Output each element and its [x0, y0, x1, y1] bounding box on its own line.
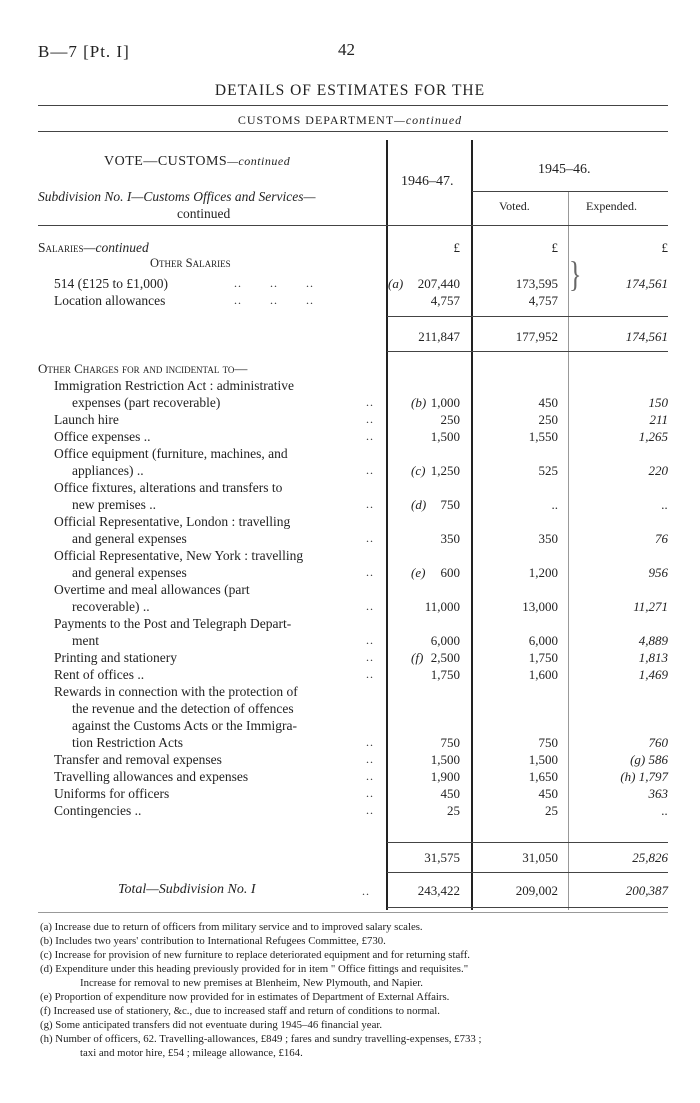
currency-symbol: £ [453, 240, 460, 255]
footnote-ref: (d) [411, 497, 427, 512]
department-subtitle: CUSTOMS DEPARTMENT—continued [237, 113, 463, 127]
amount-1946-47: 350 [440, 531, 460, 546]
amount-expended: 1,813 [638, 650, 668, 665]
amount-expended: 174,561 [625, 276, 668, 291]
amount-1946-47: 1,500 [430, 752, 460, 767]
subtotal-rule [387, 872, 668, 873]
amount-1946-47: 6,000 [430, 633, 460, 648]
amount-expended: 1,469 [638, 667, 668, 682]
amount-1946-47: 1,250 [430, 463, 460, 478]
amount-voted: 1,650 [528, 769, 558, 784]
item-label: and general expenses [72, 531, 187, 546]
leader-dots: .. [366, 650, 374, 664]
footnote-line: (b) Includes two years' contribution to International Refugees Committee, £730. [40, 935, 386, 947]
item-label: ment [72, 633, 99, 648]
amount-voted: 350 [538, 531, 558, 546]
amount-1946-47: 4,757 [430, 293, 460, 308]
amount-expended: 11,271 [633, 599, 668, 614]
leader-dots: .. [366, 429, 374, 443]
leader-dots: .. .. .. [234, 276, 314, 290]
other-charges-heading: Other Charges for and incidental to— [38, 361, 248, 376]
col-voted: Voted. [499, 199, 530, 213]
amount-voted: 1,550 [528, 429, 558, 444]
amount-voted: 1,200 [528, 565, 558, 580]
leader-dots: .. [366, 769, 374, 783]
item-label: Immigration Restriction Act : administrative [54, 378, 294, 393]
amount-1946-47: 450 [440, 786, 460, 801]
charges-total-1946-47: 31,575 [424, 850, 460, 865]
subdivision-heading: Subdivision No. I—Customs Offices and Services— [38, 189, 316, 204]
footnote-ref: (c) [411, 463, 426, 478]
amount-expended: (g) 586 [630, 752, 668, 767]
item-label: Launch hire [54, 412, 119, 427]
salary-row-label: 514 (£125 to £1,000) [54, 276, 168, 291]
footnote-ref: (e) [411, 565, 426, 580]
subtotal-rule [387, 316, 668, 317]
item-label: Official Representative, London : travelling [54, 514, 291, 529]
grand-total-label: Total—Subdivision No. I [118, 882, 256, 897]
footnote-line: (g) Some anticipated transfers did not eventuate during 1945–46 financial year. [40, 1019, 383, 1031]
salaries-total-expended: 174,561 [625, 329, 668, 344]
footnote-ref: (a) [388, 276, 404, 291]
item-label: the revenue and the detection of offences [72, 701, 294, 716]
amount-1946-47: 600 [440, 565, 460, 580]
subheader-rule [472, 191, 668, 192]
amount-1946-47: 1,500 [430, 429, 460, 444]
item-label: Payments to the Post and Telegraph Depart- [54, 616, 292, 631]
page-ref: B—7 [Pt. I] [38, 42, 130, 61]
item-label: Transfer and removal expenses [54, 752, 222, 767]
bracket-icon: } [569, 254, 582, 295]
item-label: and general expenses [72, 565, 187, 580]
item-label: Uniforms for officers [54, 786, 170, 801]
table-bottom-rule [38, 912, 668, 913]
amount-voted: 13,000 [522, 599, 558, 614]
amount-voted: 450 [538, 786, 558, 801]
col-divider-2 [471, 140, 473, 910]
amount-voted: 1,500 [528, 752, 558, 767]
footnote-line: (f) Increased use of stationery, &c., due to increased staff and return of conditions to normal. [40, 1005, 440, 1017]
amount-expended: 1,265 [638, 429, 668, 444]
amount-expended: 956 [648, 565, 668, 580]
amount-expended: .. [661, 497, 668, 512]
item-label: Official Representative, New York : travelling [54, 548, 304, 563]
amount-expended: 760 [648, 735, 668, 750]
amount-voted: 1,750 [528, 650, 558, 665]
leader-dots: .. [366, 752, 374, 766]
amount-expended: 220 [648, 463, 668, 478]
amount-voted: 173,595 [515, 276, 558, 291]
item-label: appliances) .. [72, 463, 144, 478]
item-label: expenses (part recoverable) [72, 395, 221, 410]
leader-dots: .. [362, 884, 370, 898]
amount-expended: 150 [648, 395, 668, 410]
other-salaries-heading: Other Salaries [150, 256, 231, 270]
leader-dots: .. [366, 786, 374, 800]
amount-1946-47: 2,500 [430, 650, 460, 665]
grand-total-voted: 209,002 [515, 883, 558, 898]
amount-voted: 450 [538, 395, 558, 410]
leader-dots: .. .. .. [234, 293, 314, 307]
leader-dots: .. [366, 565, 374, 579]
vote-heading: VOTE—CUSTOMS—continued [104, 154, 291, 169]
leader-dots: .. [366, 395, 374, 409]
leader-dots: .. [366, 497, 374, 511]
header-bottom-rule [38, 225, 668, 226]
amount-1946-47: 207,440 [417, 276, 460, 291]
amount-1946-47: 25 [447, 803, 460, 818]
salaries-total-1946-47: 211,847 [418, 329, 460, 344]
item-label: Office expenses .. [54, 429, 151, 444]
item-label: against the Customs Acts or the Immigra- [72, 718, 297, 733]
amount-1946-47: 1,900 [430, 769, 460, 784]
col-expended: Expended. [586, 199, 637, 213]
subtotal-rule [387, 351, 668, 352]
leader-dots: .. [366, 463, 374, 477]
total-rule [387, 907, 668, 908]
amount-voted: 1,600 [528, 667, 558, 682]
item-label: Office fixtures, alterations and transfers to [54, 480, 283, 495]
item-label: Travelling allowances and expenses [54, 769, 249, 784]
col-divider-1 [386, 140, 388, 910]
amount-voted: 250 [538, 412, 558, 427]
leader-dots: .. [366, 599, 374, 613]
amount-1946-47: 11,000 [424, 599, 460, 614]
leader-dots: .. [366, 735, 374, 749]
leader-dots: .. [366, 412, 374, 426]
amount-expended: 211 [649, 412, 668, 427]
currency-symbol: £ [661, 240, 668, 255]
footnote-line: (h) Number of officers, 62. Travelling-allowances, £849 ; fares and sundry travelling-expenses, £733 ; [40, 1033, 482, 1045]
amount-voted: 750 [538, 735, 558, 750]
item-label: Office equipment (furniture, machines, and [54, 446, 288, 461]
charges-total-expended: 25,826 [632, 850, 668, 865]
footnote-line: taxi and motor hire, £54 ; mileage allowance, £164. [80, 1047, 303, 1059]
subtotal-rule [387, 842, 668, 843]
amount-expended: 4,889 [638, 633, 668, 648]
item-label: Contingencies .. [54, 803, 142, 818]
salary-row-label: Location allowances [54, 293, 166, 308]
amount-1946-47: 1,750 [430, 667, 460, 682]
amount-expended: .. [661, 803, 668, 818]
leader-dots: .. [366, 667, 374, 681]
col-1946-47: 1946–47. [401, 174, 454, 189]
footnote-line: Increase for removal to new premises at Blenheim, New Plymouth, and Napier. [80, 977, 424, 989]
salaries-heading: Salaries—continued [38, 240, 149, 255]
amount-voted: 4,757 [528, 293, 558, 308]
amount-expended: 363 [648, 786, 668, 801]
amount-1946-47: 250 [440, 412, 460, 427]
footnote-line: (e) Proportion of expenditure now provided for in estimates of Department of External Affairs. [40, 991, 450, 1003]
salaries-total-voted: 177,952 [515, 329, 558, 344]
charges-total-voted: 31,050 [522, 850, 558, 865]
amount-voted: .. [551, 497, 558, 512]
col-divider-3 [568, 192, 569, 910]
item-label: Rent of offices .. [54, 667, 145, 682]
subdivision-heading-cont: continued [177, 206, 231, 221]
amount-voted: 6,000 [528, 633, 558, 648]
footnote-line: (d) Expenditure under this heading previously provided for in item " Office fittings and requisites." [40, 963, 469, 975]
amount-expended: (h) 1,797 [620, 769, 668, 784]
page-number: 42 [338, 40, 355, 59]
amount-expended: 76 [655, 531, 668, 546]
footnote-line: (a) Increase due to return of officers from military service and to improved salary scales. [40, 921, 423, 933]
grand-total-1946-47: 243,422 [417, 883, 460, 898]
footnote-ref: (b) [411, 395, 427, 410]
col-1945-46: 1945–46. [538, 162, 591, 177]
leader-dots: .. [366, 803, 374, 817]
grand-total-expended: 200,387 [625, 883, 668, 898]
item-label: recoverable) .. [72, 599, 150, 614]
amount-1946-47: 1,000 [430, 395, 460, 410]
currency-symbol: £ [551, 240, 558, 255]
item-label: Rewards in connection with the protection of [54, 684, 298, 699]
leader-dots: .. [366, 633, 374, 647]
footnote-line: (c) Increase for provision of new furniture to replace deteriorated equipment and for returning staff. [40, 949, 470, 961]
amount-voted: 525 [538, 463, 558, 478]
item-label: tion Restriction Acts [72, 735, 183, 750]
page-title: DETAILS OF ESTIMATES FOR THE [214, 82, 486, 99]
amount-voted: 25 [545, 803, 558, 818]
item-label: Overtime and meal allowances (part [54, 582, 250, 597]
item-label: new premises .. [72, 497, 156, 512]
table-top-rule [38, 131, 668, 132]
item-label: Printing and stationery [54, 650, 177, 665]
leader-dots: .. [366, 531, 374, 545]
title-rule [38, 105, 668, 106]
footnote-ref: (f) [411, 650, 424, 665]
amount-1946-47: 750 [440, 735, 460, 750]
amount-1946-47: 750 [440, 497, 460, 512]
